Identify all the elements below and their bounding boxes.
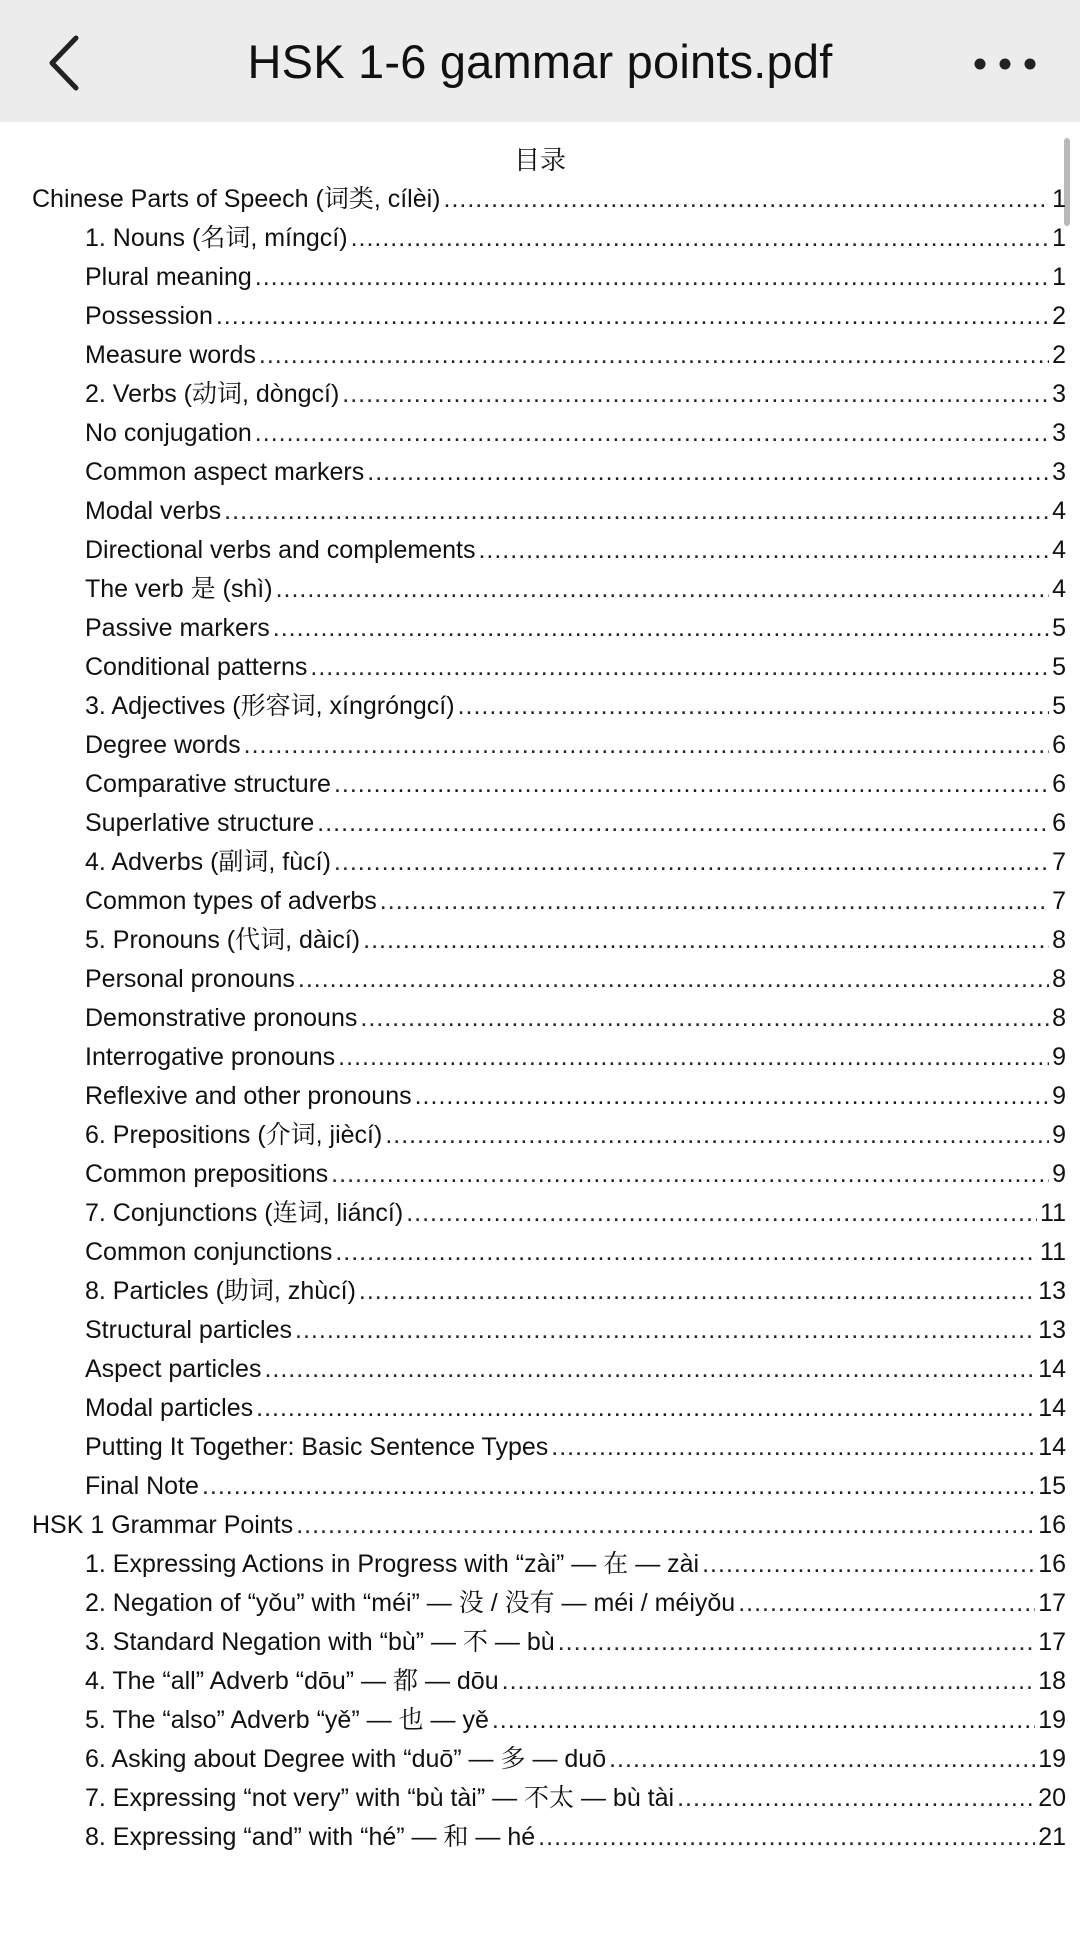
- toc-page-number: 19: [1038, 1745, 1066, 1773]
- toc-dot-leader: [317, 804, 1049, 843]
- toc-page-number: 16: [1038, 1550, 1066, 1578]
- toc-heading: 目录: [513, 146, 566, 176]
- toc-page-number: 4: [1052, 536, 1066, 564]
- toc-page-number: 5: [1052, 614, 1066, 642]
- toc-entry[interactable]: [32, 1506, 1066, 1545]
- toc-page-number: 17: [1038, 1589, 1066, 1617]
- toc-entry-label: Common prepositions: [85, 1160, 329, 1188]
- toc-entry-label: Plural meaning: [85, 263, 252, 291]
- toc-dot-leader: [335, 1233, 1037, 1272]
- toc-entry[interactable]: [32, 219, 1066, 258]
- toc-entry-label: Common aspect markers: [85, 458, 365, 486]
- toc-dot-leader: [538, 1818, 1035, 1857]
- toc-entry-label: HSK 1 Grammar Points: [32, 1511, 294, 1539]
- toc-page-number: 6: [1052, 770, 1066, 798]
- toc-entry-label: Conditional patterns: [85, 653, 308, 681]
- toc-entry[interactable]: [32, 336, 1066, 375]
- toc-entry-label: Comparative structure: [85, 770, 331, 798]
- toc-entry[interactable]: [32, 492, 1066, 531]
- toc-page-number: 20: [1038, 1784, 1066, 1812]
- toc-dot-leader: [558, 1623, 1036, 1662]
- toc-entry-label: Possession: [85, 302, 213, 330]
- toc-dot-leader: [351, 219, 1050, 258]
- toc-entry-label: Passive markers: [85, 614, 270, 642]
- toc-dot-leader: [363, 921, 1049, 960]
- toc-entry-label: 4. Adverbs (副词, fùcí): [85, 848, 331, 876]
- toc-page-number: 13: [1038, 1316, 1066, 1344]
- toc-entry[interactable]: [32, 1194, 1066, 1233]
- toc-entry-label: 5. Pronouns (代词, dàicí): [85, 926, 361, 954]
- toc-dot-leader: [738, 1584, 1035, 1623]
- toc-entry[interactable]: [32, 453, 1066, 492]
- toc-entry[interactable]: [32, 1272, 1066, 1311]
- toc-entry[interactable]: [32, 375, 1066, 414]
- toc-entry[interactable]: [32, 843, 1066, 882]
- toc-entry[interactable]: [32, 1779, 1066, 1818]
- toc-dot-leader: [276, 570, 1050, 609]
- table-of-contents: [32, 180, 1066, 1857]
- toc-entry-label: Measure words: [85, 341, 256, 369]
- toc-page-number: 3: [1052, 458, 1066, 486]
- toc-entry[interactable]: [32, 1077, 1066, 1116]
- toc-entry[interactable]: [32, 1545, 1066, 1584]
- toc-dot-leader: [338, 1038, 1049, 1077]
- toc-entry-label: Demonstrative pronouns: [85, 1004, 358, 1032]
- toc-dot-leader: [334, 765, 1049, 804]
- toc-page-number: 9: [1052, 1160, 1066, 1188]
- toc-page-number: 14: [1038, 1433, 1066, 1461]
- toc-page-number: 5: [1052, 653, 1066, 681]
- toc-page-number: 19: [1038, 1706, 1066, 1734]
- toc-dot-leader: [216, 297, 1049, 336]
- toc-dot-leader: [342, 375, 1049, 414]
- toc-entry[interactable]: [32, 1623, 1066, 1662]
- toc-page-number: 1: [1052, 185, 1066, 213]
- toc-dot-leader: [256, 1389, 1035, 1428]
- toc-entry[interactable]: [32, 414, 1066, 453]
- toc-dot-leader: [273, 609, 1049, 648]
- toc-entry-label: 7. Conjunctions (连词, liáncí): [85, 1199, 404, 1227]
- toc-dot-leader: [255, 258, 1049, 297]
- toc-entry[interactable]: [32, 882, 1066, 921]
- toc-dot-leader: [331, 1155, 1049, 1194]
- toc-entry-label: 2. Verbs (动词, dòngcí): [85, 380, 340, 408]
- toc-dot-leader: [360, 999, 1049, 1038]
- toc-page-number: 2: [1052, 341, 1066, 369]
- toc-entry-label: 8. Particles (助词, zhùcí): [85, 1277, 356, 1305]
- toc-dot-leader: [296, 1506, 1035, 1545]
- toc-entry-label: Modal verbs: [85, 497, 222, 525]
- toc-dot-leader: [677, 1779, 1035, 1818]
- toc-page-number: 7: [1052, 848, 1066, 876]
- toc-page-number: 21: [1038, 1823, 1066, 1851]
- toc-page-number: 2: [1052, 302, 1066, 330]
- toc-dot-leader: [367, 453, 1049, 492]
- toc-page-number: 14: [1038, 1355, 1066, 1383]
- toc-entry-label: Degree words: [85, 731, 241, 759]
- toc-entry[interactable]: [32, 960, 1066, 999]
- chevron-left-icon: [36, 30, 96, 96]
- toc-entry-label: Structural particles: [85, 1316, 293, 1344]
- toc-entry-label: Interrogative pronouns: [85, 1043, 336, 1071]
- toc-dot-leader: [385, 1116, 1049, 1155]
- toc-dot-leader: [310, 648, 1049, 687]
- toc-entry-label: 6. Prepositions (介词, jiècí): [85, 1121, 383, 1149]
- toc-dot-leader: [551, 1428, 1035, 1467]
- toc-page-number: 8: [1052, 1004, 1066, 1032]
- toc-page-number: 3: [1052, 419, 1066, 447]
- toc-dot-leader: [259, 336, 1049, 375]
- toc-dot-leader: [380, 882, 1049, 921]
- toc-entry[interactable]: [32, 921, 1066, 960]
- toc-page-number: 7: [1052, 887, 1066, 915]
- toc-entry[interactable]: [32, 1467, 1066, 1506]
- toc-entry-label: No conjugation: [85, 419, 252, 447]
- toc-entry[interactable]: [32, 1662, 1066, 1701]
- toc-entry[interactable]: [32, 1740, 1066, 1779]
- toc-entry-label: Putting It Together: Basic Sentence Types: [85, 1433, 549, 1461]
- toc-entry[interactable]: [32, 531, 1066, 570]
- toc-entry-label: 2. Negation of “yǒu” with “méi” — 没 / 没有 — méi / méiyǒu: [85, 1589, 736, 1617]
- pdf-page-viewer[interactable]: [0, 122, 1080, 1959]
- toc-page-number: 6: [1052, 809, 1066, 837]
- toc-entry-label: 4. The “all” Adverb “dōu” — 都 — dōu: [85, 1667, 499, 1695]
- toc-entry[interactable]: [32, 726, 1066, 765]
- toc-entry[interactable]: [32, 297, 1066, 336]
- toc-dot-leader: [478, 531, 1049, 570]
- toc-entry[interactable]: [32, 570, 1066, 609]
- toc-dot-leader: [244, 726, 1049, 765]
- toc-page-number: 8: [1052, 926, 1066, 954]
- toc-entry[interactable]: [32, 804, 1066, 843]
- toc-page-number: 1: [1052, 224, 1066, 252]
- toc-page-number: 17: [1038, 1628, 1066, 1656]
- toc-dot-leader: [295, 1311, 1035, 1350]
- toc-page-number: 4: [1052, 575, 1066, 603]
- back-button[interactable]: [36, 30, 96, 96]
- toc-entry[interactable]: [32, 1428, 1066, 1467]
- toc-entry-label: The verb 是 (shì): [85, 575, 273, 603]
- toc-page-number: 11: [1040, 1199, 1066, 1227]
- toc-entry[interactable]: [32, 1311, 1066, 1350]
- toc-entry[interactable]: [32, 609, 1066, 648]
- toc-dot-leader: [224, 492, 1049, 531]
- toc-dot-leader: [492, 1701, 1035, 1740]
- toc-dot-leader: [406, 1194, 1037, 1233]
- document-title: HSK 1-6 gammar points.pdf: [247, 35, 833, 88]
- toc-dot-leader: [702, 1545, 1035, 1584]
- toc-entry[interactable]: [32, 1116, 1066, 1155]
- toc-entry-label: 3. Standard Negation with “bù” — 不 — bù: [85, 1628, 555, 1656]
- toc-page-number: 9: [1052, 1043, 1066, 1071]
- toc-dot-leader: [458, 687, 1050, 726]
- toc-dot-leader: [609, 1740, 1035, 1779]
- toc-entry[interactable]: [32, 687, 1066, 726]
- toc-page-number: 9: [1052, 1121, 1066, 1149]
- toc-dot-leader: [444, 180, 1050, 219]
- toc-entry[interactable]: [32, 648, 1066, 687]
- toc-entry-label: Directional verbs and complements: [85, 536, 476, 564]
- toc-entry-label: Final Note: [85, 1472, 199, 1500]
- toc-page-number: 9: [1052, 1082, 1066, 1110]
- toc-page-number: 8: [1052, 965, 1066, 993]
- more-options-button[interactable]: [960, 36, 1050, 92]
- toc-entry[interactable]: [32, 999, 1066, 1038]
- toc-entry-label: Aspect particles: [85, 1355, 262, 1383]
- toc-dot-leader: [502, 1662, 1036, 1701]
- toc-entry-label: 1. Nouns (名词, míngcí): [85, 224, 348, 252]
- toc-entry-label: 5. The “also” Adverb “yě” — 也 — yě: [85, 1706, 489, 1734]
- toc-page-number: 15: [1038, 1472, 1066, 1500]
- toc-entry-label: Superlative structure: [85, 809, 315, 837]
- toc-page-number: 18: [1038, 1667, 1066, 1695]
- toc-entry-label: Reflexive and other pronouns: [85, 1082, 412, 1110]
- toc-page-number: 11: [1040, 1238, 1066, 1266]
- toc-entry-label: Common conjunctions: [85, 1238, 333, 1266]
- toc-entry-label: Common types of adverbs: [85, 887, 377, 915]
- toc-entry-label: 1. Expressing Actions in Progress with “zài” — 在 — zài: [85, 1550, 700, 1578]
- toc-page-number: 6: [1052, 731, 1066, 759]
- toc-dot-leader: [255, 414, 1049, 453]
- toc-page-number: 16: [1038, 1511, 1066, 1539]
- toc-entry[interactable]: [32, 1155, 1066, 1194]
- toc-page-number: 1: [1052, 263, 1066, 291]
- toc-entry[interactable]: [32, 1233, 1066, 1272]
- toc-entry-label: Personal pronouns: [85, 965, 295, 993]
- toc-entry-label: Chinese Parts of Speech (词类, cílèi): [32, 185, 441, 213]
- toc-entry-label: 6. Asking about Degree with “duō” — 多 — duō: [85, 1745, 607, 1773]
- toc-dot-leader: [202, 1467, 1035, 1506]
- toc-dot-leader: [359, 1272, 1035, 1311]
- toc-page-number: 4: [1052, 497, 1066, 525]
- app-header: [0, 0, 1080, 122]
- toc-dot-leader: [334, 843, 1049, 882]
- toc-page-number: 3: [1052, 380, 1066, 408]
- more-horizontal-icon: [960, 36, 1050, 92]
- toc-entry[interactable]: [32, 1389, 1066, 1428]
- toc-dot-leader: [415, 1077, 1049, 1116]
- toc-entry[interactable]: [32, 1038, 1066, 1077]
- toc-entry-label: 8. Expressing “and” with “hé” — 和 — hé: [85, 1823, 536, 1851]
- toc-entry[interactable]: [32, 1818, 1066, 1857]
- toc-entry-label: 3. Adjectives (形容词, xíngróngcí): [85, 692, 455, 720]
- toc-page-number: 5: [1052, 692, 1066, 720]
- toc-entry[interactable]: [32, 180, 1066, 219]
- toc-page-number: 14: [1038, 1394, 1066, 1422]
- toc-entry[interactable]: [32, 765, 1066, 804]
- toc-entry[interactable]: [32, 1584, 1066, 1623]
- toc-entry[interactable]: [32, 1350, 1066, 1389]
- toc-dot-leader: [298, 960, 1049, 999]
- toc-page-number: 13: [1038, 1277, 1066, 1305]
- toc-entry[interactable]: [32, 1701, 1066, 1740]
- toc-dot-leader: [264, 1350, 1035, 1389]
- toc-entry-label: Modal particles: [85, 1394, 254, 1422]
- toc-entry-label: 7. Expressing “not very” with “bù tài” — 不太 — bù tài: [85, 1784, 675, 1812]
- toc-entry[interactable]: [32, 258, 1066, 297]
